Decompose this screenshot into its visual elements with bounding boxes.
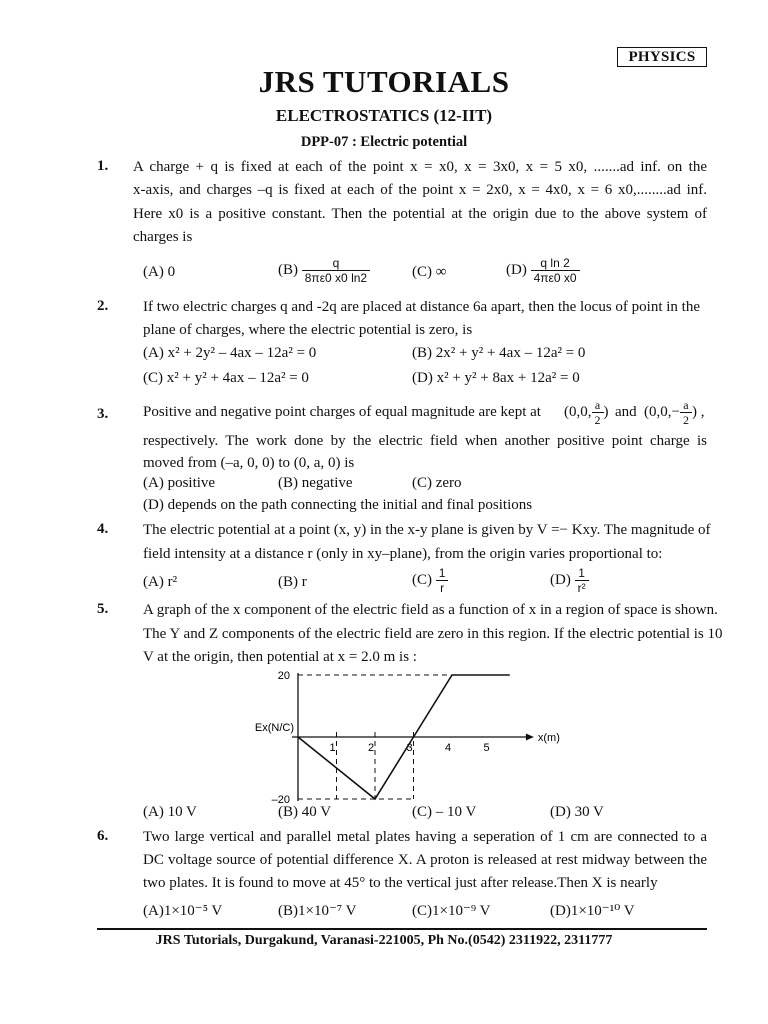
question-2-option-c: (C) x² + y² + 4ax – 12a² = 0: [143, 370, 309, 386]
question-1-option-c: (C) ∞: [412, 264, 447, 280]
question-2-number: 2.: [97, 298, 109, 314]
question-2-line-1: If two electric charges q and -2q are placed at distance 6a apart, then the locus of point in the: [143, 299, 700, 315]
question-1-line-2: x-axis, and charges –q is fixed at each of the point x = 2x0, x = 4x0, x = 6 x0,........ad inf.: [133, 182, 707, 198]
question-3-point-positive: (0,0, $\frac{a}{2}$ ): [564, 398, 609, 427]
question-1-option-b: (B) $\frac{q}{8\pi\varepsilon 0 x0 \ln 2}$: [278, 256, 370, 285]
question-3-line-1: Positive and negative point charges of equal magnitude are kept at: [143, 404, 541, 420]
question-4-option-d: (D) $\frac{1}{\text{r²}}$: [550, 566, 589, 595]
x-axis-arrow-icon: [526, 734, 534, 741]
question-1-number: 1.: [97, 158, 109, 174]
question-1-line-3: Here x0 is a positive constant. Then the potential at the origin due to the above system of: [133, 206, 707, 222]
y-tick-label-top: 20: [277, 670, 290, 682]
question-3-option-d: (D) depends on the path connecting the initial and final positions: [143, 497, 533, 513]
y-tick-label-bottom: –20: [271, 794, 290, 805]
question-1-option-a: (A) 0: [143, 264, 176, 280]
question-2-option-d: (D) x² + y² + 8ax + 12a² = 0: [412, 370, 580, 386]
page-footer: JRS Tutorials, Durgakund, Varanasi-221005, Ph No.(0542) 2311922, 2311777: [155, 933, 613, 948]
question-1-line-1: A charge + q is fixed at each of the point x = x0, x = 3x0, x = 5 x0, .......ad inf. on the: [133, 159, 707, 175]
question-3-option-a: (A) positive: [143, 475, 216, 491]
question-4-line-1: The electric potential at a point (x, y) in the x-y plane is given by V =− Kxy. The magnitude of: [143, 522, 711, 538]
y-axis-label: Ex(N/C): [254, 722, 294, 734]
question-4-option-a: (A) r²: [143, 574, 178, 590]
question-5-line-1: A graph of the x component of the electric field as a function of x in a region of space is shown.: [143, 602, 718, 618]
dpp-heading: DPP-07 : Electric potential: [300, 134, 468, 150]
question-1-option-d: (D) $\frac{\text{q ln 2}}{4\pi\varepsilon 0 x0}$: [506, 256, 580, 285]
question-6-number: 6.: [97, 828, 109, 844]
question-4-option-b: (B) r: [278, 574, 307, 590]
question-3-line-3: moved from (–a, 0, 0) to (0, a, 0) is: [143, 455, 355, 471]
question-5-number: 5.: [97, 601, 109, 617]
question-6-option-a: (A)1×10⁻⁵ V: [143, 903, 223, 919]
question-2-option-a: (A) x² + 2y² – 4ax – 12a² = 0: [143, 345, 317, 361]
question-3-option-b: (B) negative: [278, 475, 353, 491]
x-tick-label-4: 4: [444, 742, 452, 754]
x-tick-label-3: 3: [406, 742, 413, 754]
page-title: JRS TUTORIALS: [258, 64, 510, 99]
question-3-and: and: [615, 404, 637, 420]
question-6-line-2: DC voltage source of potential difference X. A proton is released at rest midway between the: [143, 852, 707, 868]
question-6-line-1: Two large vertical and parallel metal plates having a seperation of 1 cm are connected to a: [143, 829, 707, 845]
question-6-option-d: (D)1×10⁻¹⁰ V: [550, 903, 635, 919]
question-2-option-b: (B) 2x² + y² + 4ax – 12a² = 0: [412, 345, 586, 361]
question-4-number: 4.: [97, 521, 109, 537]
x-axis-label: x(m): [537, 732, 560, 744]
question-4-option-c: (C) $\frac{1}{r}$: [412, 566, 448, 595]
question-5-option-b: (B) 40 V: [278, 804, 332, 820]
question-5-line-2: The Y and Z components of the electric field are zero in this region. If the electric potential is 10: [143, 626, 723, 642]
question-3-option-c: (C) zero: [412, 475, 462, 491]
question-5-option-a: (A) 10 V: [143, 804, 197, 820]
page-subtitle: ELECTROSTATICS (12-IIT): [275, 106, 493, 125]
question-5-line-3: V at the origin, then potential at x = 2.0 m is :: [143, 649, 417, 665]
footer-divider: [97, 928, 707, 930]
question-5-option-d: (D) 30 V: [550, 804, 604, 820]
question-6-option-b: (B)1×10⁻⁷ V: [278, 903, 357, 919]
question-2-line-2: plane of charges, where the electric potential is zero, is: [143, 322, 473, 338]
x-tick-label-1: 1: [329, 742, 336, 754]
x-tick-label-5: 5: [483, 742, 490, 754]
question-1-line-4: charges is: [133, 229, 193, 245]
question-3-number: 3.: [97, 406, 109, 422]
question-4-line-2: field intensity at a distance r (only in xy–plane), from the origin varies proportional to:: [143, 546, 663, 562]
x-tick-label-2: 2: [367, 742, 375, 754]
question-6-option-c: (C)1×10⁻⁹ V: [412, 903, 491, 919]
question-6-line-3: two plates. It is found to move at 45° to the vertical just after release.Then X is nearly: [143, 875, 658, 891]
efield-graph: [230, 665, 570, 805]
question-3-point-negative: (0,0,− $\frac{a}{2}$ ) ,: [644, 398, 705, 427]
question-3-line-2: respectively. The work done by the electric field when another positive point charge is: [143, 433, 707, 449]
question-5-option-c: (C) – 10 V: [412, 804, 477, 820]
subject-badge: PHYSICS: [617, 47, 707, 67]
